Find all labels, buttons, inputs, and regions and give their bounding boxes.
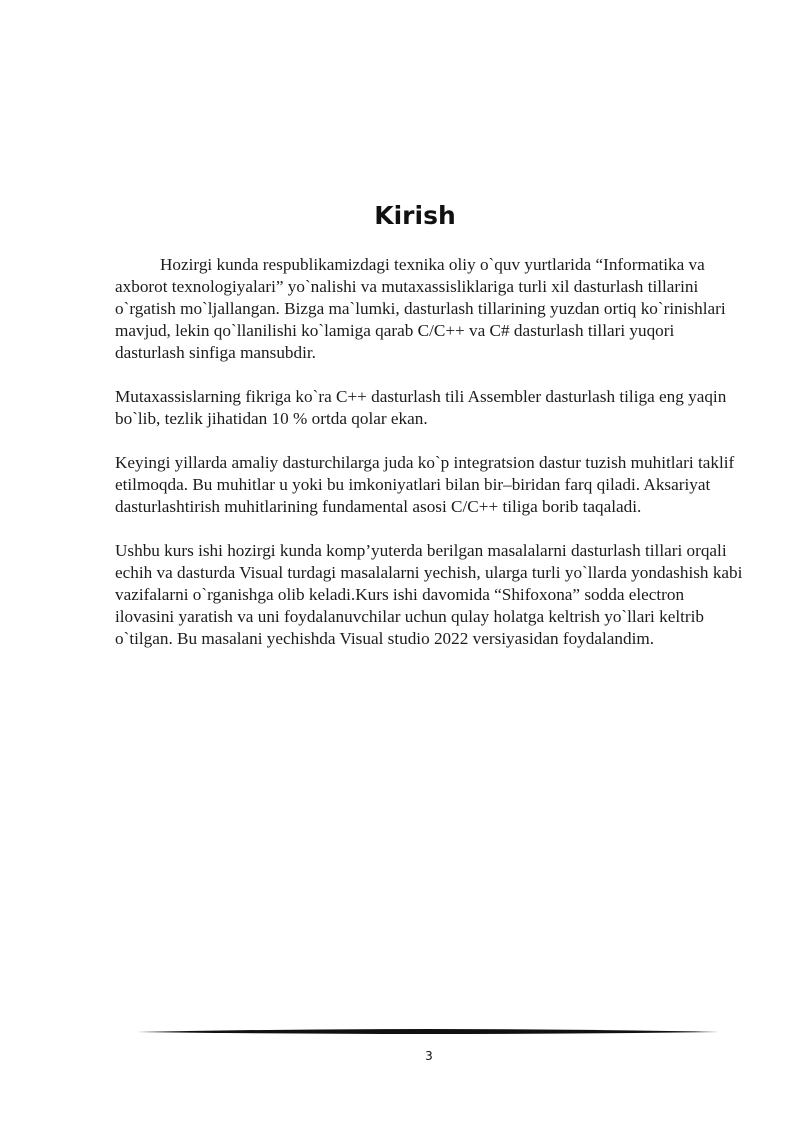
page-number: 3 xyxy=(425,1049,433,1063)
page-title: Kirish xyxy=(374,201,456,230)
footer-rule xyxy=(137,1026,719,1038)
paragraph-environments: Keyingi yillarda amaliy dasturchilarga juda ko`p integratsion dastur tuzish muhitlari taklif etilmoqda. Bu muhitlar u yoki bu imkoniyatlari bilan bir–biridan farq qiladi. Aksariyat dasturlashtirish muhitlarining fundamental asosi C/C++ tiliga borib taqaladi. xyxy=(115,453,735,516)
paragraph-course-work: Ushbu kurs ishi hozirgi kunda komp’yuterda berilgan masalalarni dasturlash tillari orqali echih va dasturda Visual turdagi masalalarni yechish, ularga turli yo`llarda yondashish kabi vazifalarni o`rganishga olib keladi.Kurs ishi davomida “Shifoxona” sodda electron ilovasini yaratish va uni foydalanuvchilar uchun qulay holatga keltrish yo`llari keltrib o`tilgan. Bu masalani yechishda Visual studio 2022 versiyasidan foydalandim. xyxy=(115,541,743,648)
footer-rule-line xyxy=(137,1029,719,1034)
body-text xyxy=(115,254,745,672)
paragraph-experts: Mutaxassislarning fikriga ko`ra C++ dasturlash tili Assembler dasturlash tiliga eng yaqin bo`lib, tezlik jihatidan 10 % ortda qolar ekan. xyxy=(115,387,727,428)
paragraph-intro: Hozirgi kunda respublikamizdagi texnika oliy o`quv yurtlarida “Informatika va axborot texnologiyalari” yo`nalishi va mutaxassisliklariga turli xil dasturlash tillarini o`rgatish mo`ljallangan. Bizga ma`lumki, dasturlash tillarining yuzdan ortiq ko`rinishlari mavjud, lekin qo`llanilishi ko`lamiga qarab C/C++ va C# dasturlash tillari yuqori dasturlash sinfiga mansubdir. xyxy=(115,255,726,362)
